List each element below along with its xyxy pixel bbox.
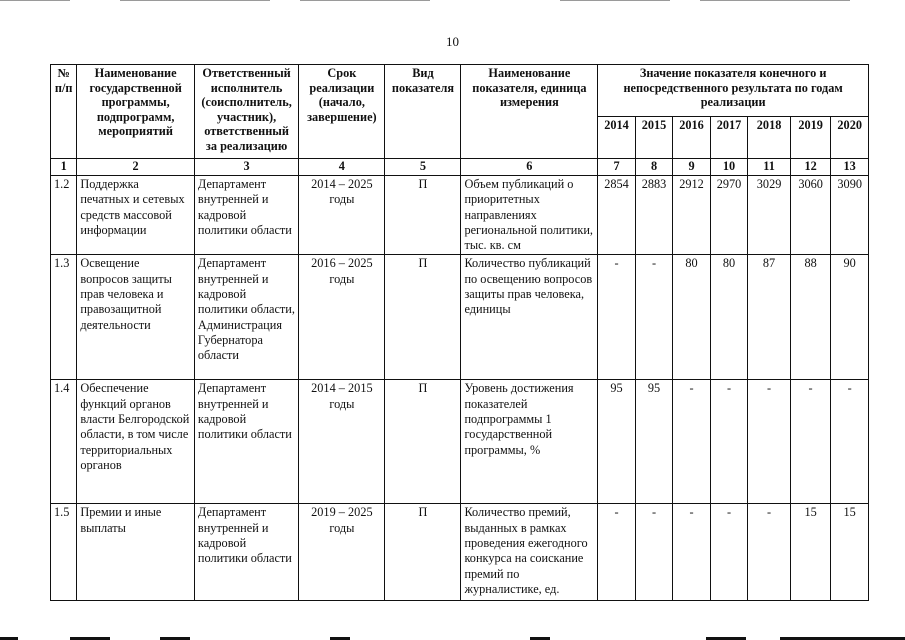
value-2017: - xyxy=(710,504,748,601)
value-2016: - xyxy=(673,504,711,601)
value-2014: - xyxy=(598,255,636,380)
header-period: Срок реализации (начало, завершение) xyxy=(299,65,385,159)
value-2019: 88 xyxy=(790,255,831,380)
value-2018: 3029 xyxy=(748,176,791,255)
executor: Департамент внутренней и кадровой политики области xyxy=(194,504,298,601)
row-number: 1.3 xyxy=(51,255,77,380)
period: 2014 – 2015 годы xyxy=(299,380,385,504)
table-row xyxy=(51,176,869,255)
value-2014: 2854 xyxy=(598,176,636,255)
header-year: 2020 xyxy=(831,117,869,159)
value-2016: 80 xyxy=(673,255,711,380)
table-row xyxy=(51,255,869,380)
column-index: 3 xyxy=(194,159,298,176)
indicator-name: Объем публикаций о приоритетных направлениях региональной политики, тыс. кв. см xyxy=(461,176,598,255)
header-type: Вид показателя xyxy=(385,65,461,159)
value-2018: - xyxy=(748,380,791,504)
value-2019: 15 xyxy=(790,504,831,601)
executor: Департамент внутренней и кадровой политики области xyxy=(194,176,298,255)
table-row xyxy=(51,504,869,601)
value-2019: 3060 xyxy=(790,176,831,255)
value-2017: - xyxy=(710,380,748,504)
value-2020: 15 xyxy=(831,504,869,601)
header-year: 2018 xyxy=(748,117,791,159)
activity-name: Обеспечение функций органов власти Белгородской области, в том числе территориальных органов xyxy=(77,380,195,504)
table-row xyxy=(51,380,869,504)
row-number: 1.4 xyxy=(51,380,77,504)
activity-name: Освещение вопросов защиты прав человека и правозащитной деятельности xyxy=(77,255,195,380)
indicator-type: П xyxy=(385,504,461,601)
header-year: 2019 xyxy=(790,117,831,159)
indicator-type: П xyxy=(385,255,461,380)
header-year: 2017 xyxy=(710,117,748,159)
row-number: 1.5 xyxy=(51,504,77,601)
value-2020: 3090 xyxy=(831,176,869,255)
value-2019: - xyxy=(790,380,831,504)
header-num: № п/п xyxy=(51,65,77,159)
column-index: 8 xyxy=(635,159,673,176)
value-2015: - xyxy=(635,504,673,601)
value-2016: - xyxy=(673,380,711,504)
column-index: 6 xyxy=(461,159,598,176)
column-index: 12 xyxy=(790,159,831,176)
executor: Департамент внутренней и кадровой политики области, Администрация Губернатора области xyxy=(194,255,298,380)
header-row xyxy=(51,65,869,117)
period: 2016 – 2025 годы xyxy=(299,255,385,380)
header-values-group: Значение показателя конечного и непосредственного результата по годам реализации xyxy=(598,65,869,117)
column-index: 11 xyxy=(748,159,791,176)
value-2015: 2883 xyxy=(635,176,673,255)
indicators-table xyxy=(50,64,869,601)
header-indicator: Наименование показателя, единица измерения xyxy=(461,65,598,159)
scan-top-edge xyxy=(0,0,905,2)
value-2018: 87 xyxy=(748,255,791,380)
column-index: 2 xyxy=(77,159,195,176)
header-year: 2015 xyxy=(635,117,673,159)
value-2014: - xyxy=(598,504,636,601)
activity-name: Поддержка печатных и сетевых средств массовой информации xyxy=(77,176,195,255)
value-2018: - xyxy=(748,504,791,601)
header-year: 2014 xyxy=(598,117,636,159)
value-2015: 95 xyxy=(635,380,673,504)
indicator-type: П xyxy=(385,380,461,504)
value-2020: 90 xyxy=(831,255,869,380)
value-2017: 80 xyxy=(710,255,748,380)
value-2020: - xyxy=(831,380,869,504)
value-2015: - xyxy=(635,255,673,380)
row-number: 1.2 xyxy=(51,176,77,255)
column-index: 10 xyxy=(710,159,748,176)
header-name: Наименование государственной программы, подпрограмм, мероприятий xyxy=(77,65,195,159)
period: 2019 – 2025 годы xyxy=(299,504,385,601)
column-index-row xyxy=(51,159,869,176)
column-index: 13 xyxy=(831,159,869,176)
value-2017: 2970 xyxy=(710,176,748,255)
header-executor: Ответственный исполнитель (соисполнитель, участник), ответственный за реализацию xyxy=(194,65,298,159)
column-index: 7 xyxy=(598,159,636,176)
column-index: 5 xyxy=(385,159,461,176)
column-index: 1 xyxy=(51,159,77,176)
page-number: 10 xyxy=(446,34,459,49)
indicator-name: Количество публикаций по освещению вопросов защиты прав человека, единицы xyxy=(461,255,598,380)
indicator-name: Количество премий, выданных в рамках проведения ежегодного конкурса на соискание премий по журналистике, ед. xyxy=(461,504,598,601)
header-year: 2016 xyxy=(673,117,711,159)
activity-name: Премии и иные выплаты xyxy=(77,504,195,601)
value-2016: 2912 xyxy=(673,176,711,255)
column-index: 4 xyxy=(299,159,385,176)
column-index: 9 xyxy=(673,159,711,176)
period: 2014 – 2025 годы xyxy=(299,176,385,255)
indicator-type: П xyxy=(385,176,461,255)
executor: Департамент внутренней и кадровой политики области xyxy=(194,380,298,504)
value-2014: 95 xyxy=(598,380,636,504)
indicator-name: Уровень достижения показателей подпрограммы 1 государственной программы, % xyxy=(461,380,598,504)
